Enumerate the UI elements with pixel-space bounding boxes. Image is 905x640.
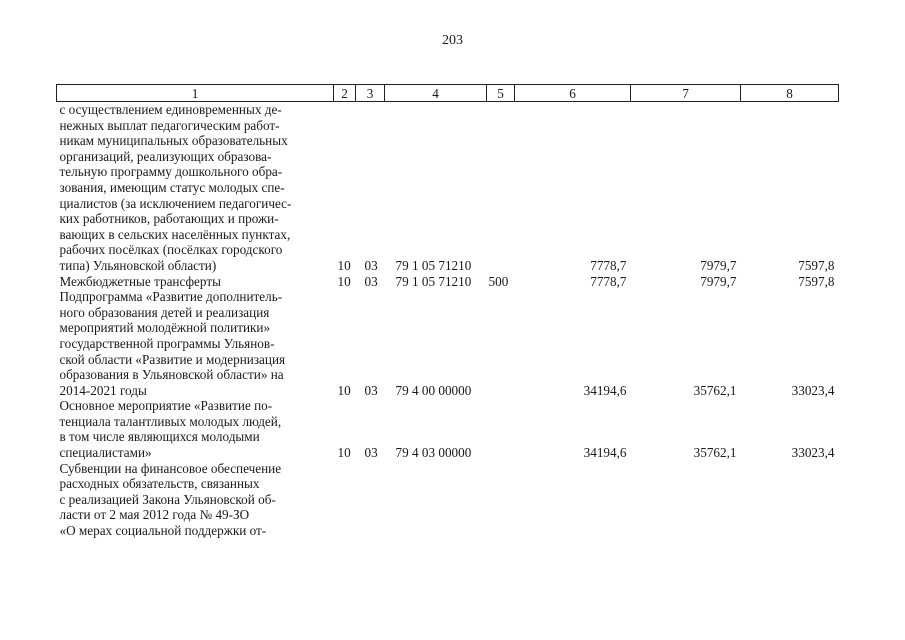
target-article-code [385,461,487,539]
column-header-6: 6 [515,85,631,102]
amount-col-7: 35762,1 [693,382,737,398]
description-line: циалистов (за исключением педагогичес- [59,195,292,211]
table-header-row [57,85,839,102]
target-article-code: 79 4 00 00000 [395,382,472,398]
description-line: с реализацией Закона Ульяновской об- [59,491,276,507]
amount-col-8 [741,461,839,539]
description-line: организаций, реализующих образова- [59,148,272,164]
table-row [57,102,839,274]
description-line: вающих в сельских населённых пунктах, [59,226,291,242]
description-line: Субвенции на финансовое обеспечение [59,460,282,476]
description-line: нежных выплат педагогическим работ- [59,117,280,133]
amount-col-7: 35762,1 [693,445,737,461]
column-header-7: 7 [631,85,741,102]
page-number: 203 [442,33,463,48]
description-line: «О мерах социальной поддержки от- [59,523,267,539]
amount-col-8: 7597,8 [798,273,835,289]
amount-col-6: 34194,6 [583,382,627,398]
amount-col-6 [515,461,631,539]
expense-type-code [487,289,515,398]
description-line: государственной программы Ульянов- [59,335,275,351]
amount-col-6: 7778,7 [590,257,627,273]
description-line: никам муниципальных образовательных [59,133,288,149]
description-line: в том числе являющихся молодыми [59,429,260,445]
target-article-code: 79 1 05 71210 [395,257,472,273]
section-code: 10 [337,382,351,398]
section-code: 10 [337,445,351,461]
table-row [57,289,839,398]
description-line: Подпрограмма «Развитие дополнитель- [59,289,283,305]
budget-table [56,84,839,539]
row-description [57,398,334,460]
amount-col-6: 7778,7 [590,273,627,289]
table-row [57,398,839,460]
description-line: ласти от 2 мая 2012 года № 49-ЗО [59,507,250,523]
amount-col-8: 7597,8 [798,257,835,273]
subsection-code: 03 [364,257,378,273]
description-line: ких работников, работающих и прожи- [59,211,279,227]
expense-type-code [487,461,515,539]
description-line: тенциала талантливых молодых людей, [59,413,282,429]
description-line: зования, имеющим статус молодых спе- [59,179,285,195]
expense-type-code [487,102,515,274]
column-header-5: 5 [487,85,515,102]
expense-type-code: 500 [488,273,509,289]
table-row [57,274,839,290]
expense-type-code [487,398,515,460]
description-line: мероприятий молодёжной политики» [59,320,271,336]
row-description [57,274,334,290]
description-line: тельную программу дошкольного обра- [59,164,283,180]
amount-col-7 [631,461,741,539]
section-code [334,461,356,539]
table-row [57,461,839,539]
description-line: ного образования детей и реализация [59,304,270,320]
amount-col-8: 33023,4 [791,382,835,398]
amount-col-8: 33023,4 [791,445,835,461]
description-line: Основное мероприятие «Развитие по- [59,398,273,414]
description-line: ской области «Развитие и модернизация [59,351,286,367]
column-header-4: 4 [385,85,487,102]
section-code: 10 [337,273,351,289]
row-description [57,102,334,274]
column-header-2: 2 [334,85,356,102]
row-description [57,289,334,398]
section-code: 10 [337,257,351,273]
subsection-code: 03 [364,382,378,398]
subsection-code: 03 [364,445,378,461]
column-header-8: 8 [741,85,839,102]
amount-col-6: 34194,6 [583,445,627,461]
column-header-3: 3 [356,85,385,102]
target-article-code: 79 1 05 71210 [395,273,472,289]
amount-col-7: 7979,7 [700,257,737,273]
description-line: специалистами» [59,445,152,461]
description-line: с осуществлением единовременных де- [59,102,282,117]
subsection-code: 03 [364,273,378,289]
column-header-1: 1 [57,85,334,102]
target-article-code: 79 4 03 00000 [395,445,472,461]
description-line: Межбюджетные трансферты [59,273,221,289]
description-line: рабочих посёлках (посёлках городского [59,242,283,258]
row-description [57,461,334,539]
description-line: расходных обязательств, связанных [59,476,260,492]
subsection-code [356,461,385,539]
amount-col-7: 7979,7 [700,273,737,289]
description-line: образования в Ульяновской области» на [59,367,284,383]
description-line: типа) Ульяновской области) [59,257,217,273]
description-line: 2014-2021 годы [59,382,147,398]
